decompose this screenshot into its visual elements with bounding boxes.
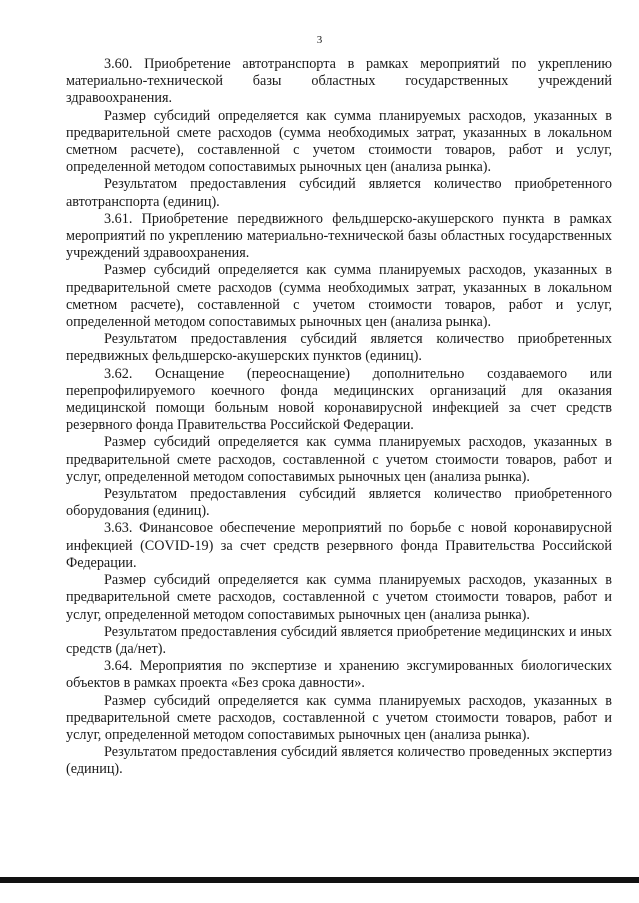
paragraph-3-62-size: Размер субсидий определяется как сумма планируемых расходов, указанных в предварительной смете расходов, составленной с учетом стоимости товаров, работ и услуг, определенной методом сопоставимых рыночных цен (анализа рынка). [66,434,612,485]
paragraph-3-63-result: Результатом предоставления субсидий является приобретение медицинских и иных средств (да/нет). [66,623,612,657]
paragraph-3-63-title: 3.63. Финансовое обеспечение мероприятий по борьбе с новой коронавирусной инфекцией (COVID-19) за счет средств резервного фонда Правительства Российской Федерации. [66,520,612,571]
scan-edge-bar [0,877,639,883]
paragraph-3-60-result: Результатом предоставления субсидий является количество приобретенного автотранспорта (единиц). [66,176,612,210]
paragraph-3-64-title: 3.64. Мероприятия по экспертизе и хранению эксгумированных биологических объектов в рамках проекта «Без срока давности». [66,658,612,692]
paragraph-3-60-title: 3.60. Приобретение автотранспорта в рамках мероприятий по укреплению материально-технической базы областных государственных учреждений здравоохранения. [66,56,612,107]
paragraph-3-61-size: Размер субсидий определяется как сумма планируемых расходов, указанных в предварительной смете расходов (сумма необходимых затрат, указанных в локальном сметном расчете), составленной с учетом стоимости товаров, работ и услуг, определенной методом сопоставимых рыночных цен (анализа рынка). [66,262,612,331]
paragraph-3-61-result: Результатом предоставления субсидий является количество приобретенных передвижных фельдшерско-акушерских пунктов (единиц). [66,331,612,365]
paragraph-3-62-title: 3.62. Оснащение (переоснащение) дополнительно создаваемого или перепрофилируемого коечного фонда медицинских организаций для оказания медицинской помощи больным новой коронавирусной инфекцией за счет средств резервного фонда Правительства Российской Федерации. [66,365,612,434]
document-body [66,56,612,779]
paragraph-3-64-size: Размер субсидий определяется как сумма планируемых расходов, указанных в предварительной смете расходов, составленной с учетом стоимости товаров, работ и услуг, определенной методом сопоставимых рыночных цен (анализа рынка). [66,692,612,743]
paragraph-3-60-size: Размер субсидий определяется как сумма планируемых расходов, указанных в предварительной смете расходов (сумма необходимых затрат, указанных в локальном сметном расчете), составленной с учетом стоимости товаров, работ и услуг, определенной методом сопоставимых рыночных цен (анализа рынка). [66,107,612,176]
page-number: 3 [316,34,323,46]
paragraph-3-64-result: Результатом предоставления субсидий является количество проведенных экспертиз (единиц). [66,744,612,778]
paragraph-3-62-result: Результатом предоставления субсидий является количество приобретенного оборудования (единиц). [66,486,612,520]
paragraph-3-63-size: Размер субсидий определяется как сумма планируемых расходов, указанных в предварительной смете расходов, составленной с учетом стоимости товаров, работ и услуг, определенной методом сопоставимых рыночных цен (анализа рынка). [66,572,612,623]
paragraph-3-61-title: 3.61. Приобретение передвижного фельдшерско-акушерского пункта в рамках мероприятий по укреплению материально-технической базы областных государственных учреждений здравоохранения. [66,210,612,262]
